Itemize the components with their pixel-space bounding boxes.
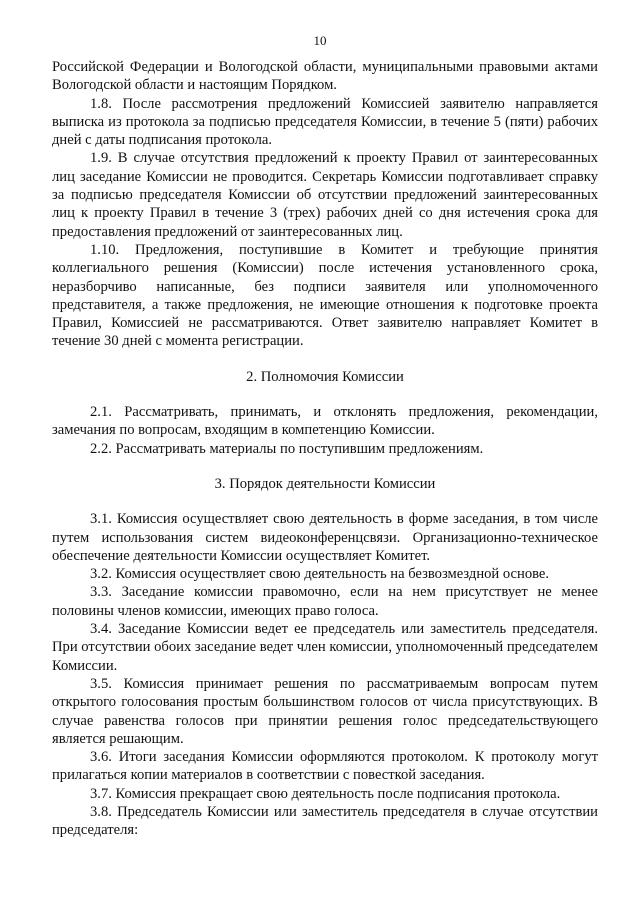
paragraph-3-8: 3.8. Председатель Комиссии или заместитель председателя в случае отсутствии председателя: xyxy=(52,803,598,839)
paragraph-1-10: 1.10. Предложения, поступившие в Комитет и требующие принятия коллегиального решения (Комиссии) после истечения установленного срока, неразборчиво написанные, без подписи заявителя или уполномоченного представителя, а также предложения, не имеющие отношения к подготовке проекта Правил, Комиссией не рассматриваются. Ответ заявителю направляет Комитет в течение 30 дней с момента регистрации. xyxy=(52,241,598,350)
paragraph-2-1: 2.1. Рассматривать, принимать, и отклонять предложения, рекомендации, замечания по вопросам, входящим в компетенцию Комиссии. xyxy=(52,404,598,439)
section-2-heading: 2. Полномочия Комиссии xyxy=(246,368,404,385)
paragraph-3-4: 3.4. Заседание Комиссии ведет ее председатель или заместитель председателя. При отсутствии обоих заседание ведет член комиссии, уполномоченный председателем Комиссии. xyxy=(52,621,598,674)
page-number: 10 xyxy=(313,33,327,48)
paragraph-1-8: 1.8. После рассмотрения предложений Комиссией заявителю направляется выписка из протокола за подписью председателя Комиссии, в течение 5 (пяти) рабочих дней с даты подписания протокола. xyxy=(52,95,598,149)
paragraph-3-5: 3.5. Комиссия принимает решения по рассматриваемым вопросам путем открытого голосования простым большинством голосов от числа присутствующих. В случае равенства голосов при принятии решения голос председательствующего является решающим. xyxy=(52,675,598,747)
paragraph-3-1: 3.1. Комиссия осуществляет свою деятельность в форме заседания, в том числе путем использования систем видеоконференцсвязи. Организационно-техническое обеспечение деятельности Комиссии осуществляет Комитет. xyxy=(52,511,598,564)
paragraph-3-7: 3.7. Комиссия прекращает свою деятельность после подписания протокола. xyxy=(90,785,561,802)
paragraph-3-2: 3.2. Комиссия осуществляет свою деятельность на безвозмездной основе. xyxy=(90,566,550,583)
paragraph-3-3: 3.3. Заседание комиссии правомочно, если на нем присутствует не менее половины членов комиссии, имеющих право голоса. xyxy=(52,584,598,619)
paragraph-3-6: 3.6. Итоги заседания Комиссии оформляются протоколом. К протоколу могут прилагаться копии материалов в соответствии с повесткой заседания. xyxy=(52,749,598,784)
document-body xyxy=(52,58,598,840)
paragraph-1-9: 1.9. В случае отсутствия предложений к проекту Правил от заинтересованных лиц заседание Комиссии не проводится. Секретарь Комиссии подготавливает справку за подписью председателя Комиссии об отсутствии предложений заинтересованных лиц к проекту Правил в течение 3 (трех) рабочих дней со дня истечения срока для предоставления предложений от заинтересованных лиц. xyxy=(52,150,598,240)
paragraph-intro: Российской Федерации и Вологодской области, муниципальными правовыми актами Вологодской области и настоящим Порядком. xyxy=(52,59,598,94)
section-3-heading: 3. Порядок деятельности Комиссии xyxy=(214,475,436,492)
paragraph-2-2: 2.2. Рассматривать материалы по поступившим предложениям. xyxy=(90,440,484,457)
